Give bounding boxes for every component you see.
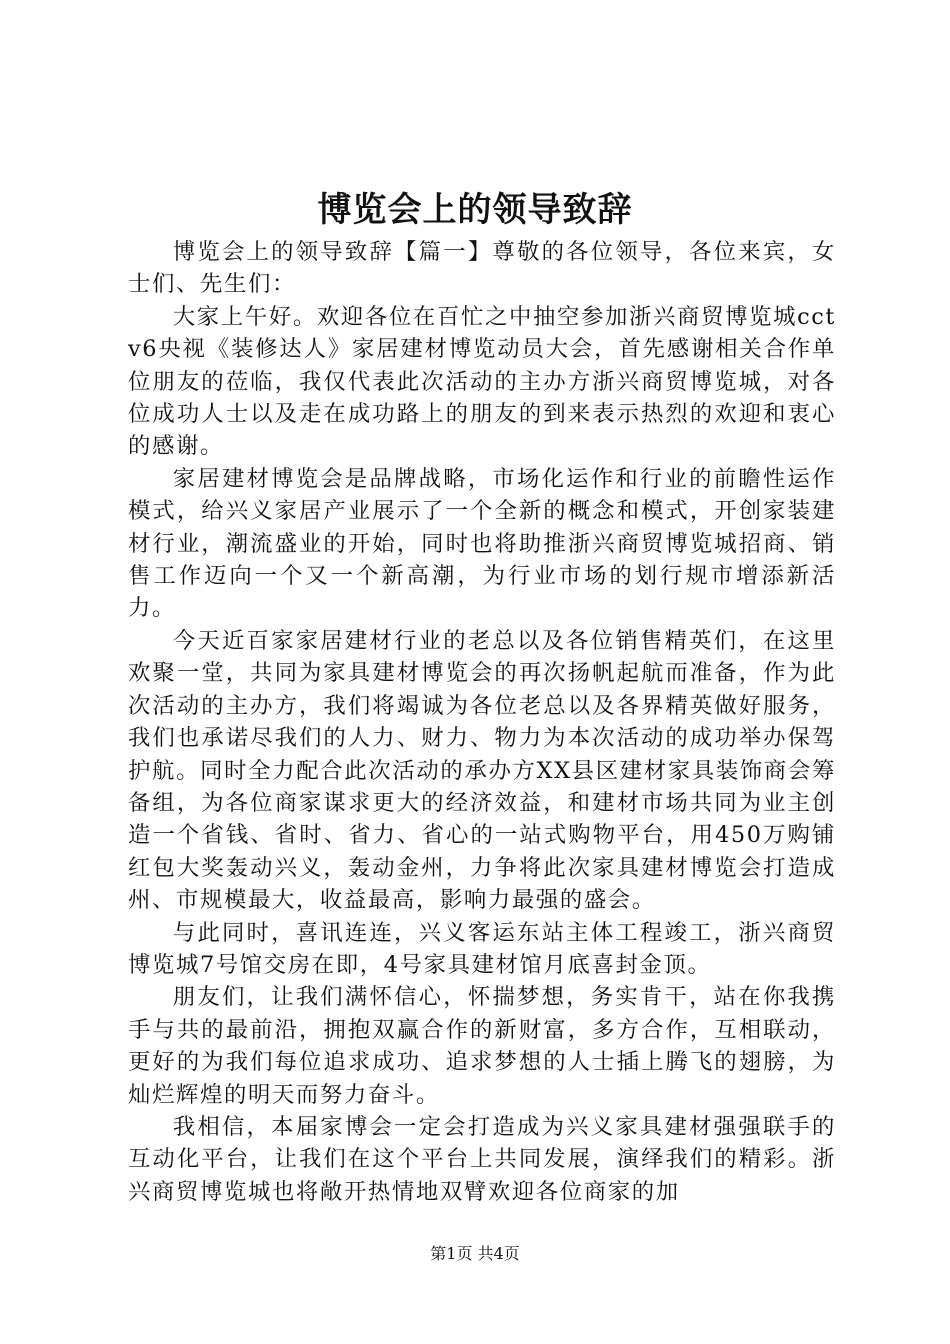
paragraph-2: 大家上午好。欢迎各位在百忙之中抽空参加浙兴商贸博览城cctv6央视《装修达人》家居建材博览动员大会，首先感谢相关合作单位朋友的莅临，我仅代表此次活动的主办方浙兴商贸博览城，对各位成功人士以及走在成功路上的朋友的到来表示热烈的欢迎和衷心的感谢。 — [128, 303, 836, 460]
page-footer: 第1页 共4页 — [430, 1244, 520, 1263]
paragraph-5: 与此同时，喜讯连连，兴义客运东站主体工程竣工，浙兴商贸博览城7号馆交房在即，4号家具建材馆月底喜封金顶。 — [128, 919, 836, 978]
document-body — [128, 236, 836, 1208]
document-title: 博览会上的领导致辞 — [317, 190, 633, 230]
paragraph-4: 今天近百家家居建材行业的老总以及各位销售精英们，在这里欢聚一堂，共同为家具建材博览会的再次扬帆起航而准备，作为此次活动的主办方，我们将竭诚为各位老总以及各界精英做好服务，我们也承诺尽我们的人力、财力、物力为本次活动的成功举办保驾护航。同时全力配合此次活动的承办方XX县区建材家具装饰商会筹备组，为各位商家谋求更大的经济效益，和建材市场共同为业主创造一个省钱、省时、省力、省心的一站式购物平台，用450万购铺红包大奖轰动兴义，轰动金州，力争将此次家具建材博览会打造成州、市规模最大，收益最高，影响力最强的盛会。 — [128, 627, 836, 914]
paragraph-3: 家居建材博览会是品牌战略，市场化运作和行业的前瞻性运作模式，给兴义家居产业展示了一个全新的概念和模式，开创家装建材行业，潮流盛业的开始，同时也将助推浙兴商贸博览城招商、销售工作迈向一个又一个新高潮，为行业市场的划行规市增添新活力。 — [128, 465, 836, 622]
paragraph-1: 博览会上的领导致辞【篇一】尊敬的各位领导，各位来宾，女士们、先生们： — [128, 239, 836, 298]
paragraph-6: 朋友们，让我们满怀信心，怀揣梦想，务实肯干，站在你我携手与共的最前沿，拥抱双赢合作的新财富，多方合作，互相联动，更好的为我们每位追求成功、追求梦想的人士插上腾飞的翅膀，为灿烂辉煌的明天而努力奋斗。 — [128, 984, 836, 1108]
paragraph-7: 我相信，本届家博会一定会打造成为兴义家具建材强强联手的互动化平台，让我们在这个平台上共同发展，演绎我们的精彩。浙兴商贸博览城也将敞开热情地双臂欢迎各位商家的加 — [128, 1113, 836, 1205]
